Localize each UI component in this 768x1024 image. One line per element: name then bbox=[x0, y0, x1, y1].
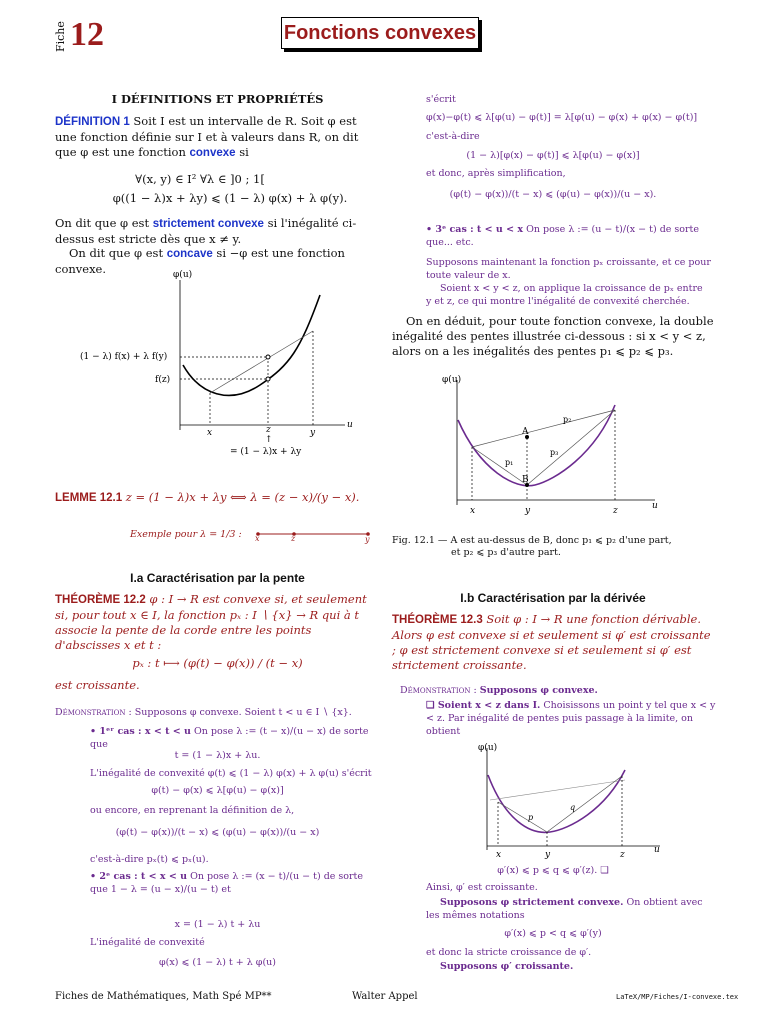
svg-text:↑: ↑ bbox=[265, 435, 273, 445]
svg-text:u: u bbox=[652, 501, 658, 511]
lemme-block bbox=[55, 490, 380, 506]
derivative-inequality: φ′(x) ⩽ p ⩽ q ⩽ φ′(z). ❑ bbox=[497, 865, 609, 876]
svg-text:y: y bbox=[525, 506, 531, 516]
convexity-graph bbox=[55, 265, 385, 465]
convexe-term: convexe bbox=[189, 147, 236, 159]
theorem3-block bbox=[392, 612, 714, 673]
svg-text:y: y bbox=[365, 535, 370, 544]
svg-text:p: p bbox=[528, 813, 534, 822]
svg-text:x: x bbox=[470, 506, 476, 516]
svg-text:φ(u): φ(u) bbox=[478, 743, 498, 753]
slopes-statement: On en déduit, pour toute fonction convexe, la double inégalité des pentes illustrée ci-dessous : si x < y < z, alors on a les inégalités des pentes p₁ ⩽ p₂ ⩽ p₃. bbox=[392, 314, 714, 358]
svg-text:x: x bbox=[496, 850, 502, 860]
figure-caption: Fig. 12.1 — A est au-dessus de B, donc p₁ ⩽ p₂ d'une part, bbox=[392, 535, 672, 546]
graph1-xlabel: u bbox=[347, 420, 353, 430]
z-definition: = (1 − λ)x + λy bbox=[230, 447, 302, 457]
theorem3-text: Soit φ : I → R une fonction dérivable. Alors φ est convexe si et seulement si φ′ est croissante ; φ est strictement convexe si et seulement si φ′ est strictement croissante. bbox=[392, 612, 711, 672]
definition-block: DÉFINITION 1 Soit I est un intervalle de R. Soit φ est une fonction définie sur I et à valeurs dans R, on dit que φ est une fonction convexe si bbox=[55, 114, 359, 159]
theorem3-label: THÉORÈME 12.3 bbox=[392, 614, 483, 626]
svg-text:p₃: p₃ bbox=[550, 448, 559, 457]
section-heading-a: I.a Caractérisation par la pente bbox=[130, 571, 305, 585]
svg-text:y: y bbox=[545, 850, 551, 860]
svg-text:p₂: p₂ bbox=[563, 415, 572, 424]
derivative-graph bbox=[470, 740, 670, 865]
svg-text:z: z bbox=[620, 850, 625, 860]
svg-text:x: x bbox=[207, 428, 213, 438]
svg-text:x: x bbox=[255, 534, 260, 543]
convex-curve bbox=[183, 295, 320, 395]
lemme-text: z = (1 − λ)x + λy ⟺ λ = (z − x)/(y − x). bbox=[125, 490, 360, 504]
demo1-intro: Démonstration : Supposons φ convexe. Soient t < u ∈ I ∖ {x}. bbox=[55, 707, 352, 718]
definition-text: Soit I est un intervalle de R. Soit φ est une fonction définie sur I et à valeurs dans R, on dit que φ est une fonction bbox=[55, 114, 359, 159]
strict-convex-def: On dit que φ est strictement convexe si l'inégalité ci-dessus est stricte dès que x ≠ y. bbox=[55, 216, 357, 246]
theorem2-end: est croissante. bbox=[55, 678, 140, 692]
section-heading-b: I.b Caractérisation par la dérivée bbox=[460, 591, 646, 605]
lemme-label: LEMME 12.1 bbox=[55, 492, 123, 504]
footer-left: Fiches de Mathématiques, Math Spé MP** bbox=[55, 991, 272, 1002]
point-b: B bbox=[522, 475, 529, 485]
svg-text:φ(u): φ(u) bbox=[442, 375, 462, 385]
definition-label: DÉFINITION 1 bbox=[55, 116, 130, 128]
page-title: Fonctions convexes bbox=[281, 17, 479, 49]
svg-text:q: q bbox=[570, 803, 576, 812]
theorem2-block bbox=[55, 592, 380, 653]
strict-convex-term: strictement convexe bbox=[152, 218, 264, 230]
case3: • 3ᵉ cas : t < u < x On pose λ := (u − t)/(x − t) de sorte que... etc. bbox=[426, 224, 699, 248]
theorem2-formula: pₓ : t ⟼ (φ(t) − φ(x)) / (t − x) bbox=[132, 656, 303, 670]
svg-text:u: u bbox=[654, 845, 660, 855]
definition-formula-1: ∀(x, y) ∈ I² ∀λ ∈ ]0 ; 1[ bbox=[135, 172, 265, 186]
graph1-ylabel: φ(u) bbox=[173, 270, 193, 280]
lemme-example: Exemple pour λ = 1/3 : bbox=[130, 529, 242, 540]
svg-text:z: z bbox=[291, 534, 296, 543]
svg-text:p₁: p₁ bbox=[505, 458, 514, 467]
example-segment bbox=[250, 526, 380, 544]
svg-text:z: z bbox=[613, 506, 618, 516]
theorem2-label: THÉORÈME 12.2 bbox=[55, 594, 146, 606]
slopes-graph bbox=[420, 370, 680, 520]
footer-path: LaTeX/MP/Fiches/I-convexe.tex bbox=[616, 993, 739, 1001]
point-a: A bbox=[522, 427, 529, 437]
concave-term: concave bbox=[166, 248, 213, 260]
svg-text:y: y bbox=[310, 428, 316, 438]
case1: • 1ᵉʳ cas : x < t < u On pose λ := (t − x)/(u − x) de sorte que bbox=[90, 726, 369, 750]
fz-label: f(z) bbox=[155, 375, 171, 385]
convex-curve-2 bbox=[458, 405, 615, 486]
theorem2-text: φ : I → R est convexe si, et seulement si, pour tout x ∈ I, la fonction pₓ : I ∖ {x} → R qui à t associe la pente de la corde entre les points d'abscisses x et t : bbox=[55, 592, 367, 652]
case2: • 2ᵉ cas : t < x < u On pose λ := (x − t)/(u − t) de sorte que 1 − λ = (u − x)/(u − t) et bbox=[90, 871, 363, 895]
demo2-intro: Démonstration : Supposons φ convexe. bbox=[400, 685, 598, 696]
svg-text:z: z bbox=[266, 425, 271, 435]
definition-formula-2: φ((1 − λ)x + λy) ⩽ (1 − λ) φ(x) + λ φ(y). bbox=[112, 191, 348, 205]
concave-def: On dit que φ est concave si −φ est une fonction convexe. bbox=[55, 246, 345, 276]
footer-author: Walter Appel bbox=[352, 991, 418, 1002]
fiche-number: 12 bbox=[70, 16, 104, 53]
fiche-label: Fiche bbox=[54, 21, 67, 52]
demo1-label: Démonstration : bbox=[55, 707, 132, 718]
demo2-case: ❑ Soient x < z dans I. Choisissons un point y tel que x < y < z. Par inégalité de pentes puis passage à la limite, on obtient bbox=[426, 700, 716, 737]
chord-value-label: (1 − λ) f(x) + λ f(y) bbox=[80, 352, 168, 362]
section-heading-1: I DÉFINITIONS ET PROPRIÉTÉS bbox=[111, 92, 324, 106]
